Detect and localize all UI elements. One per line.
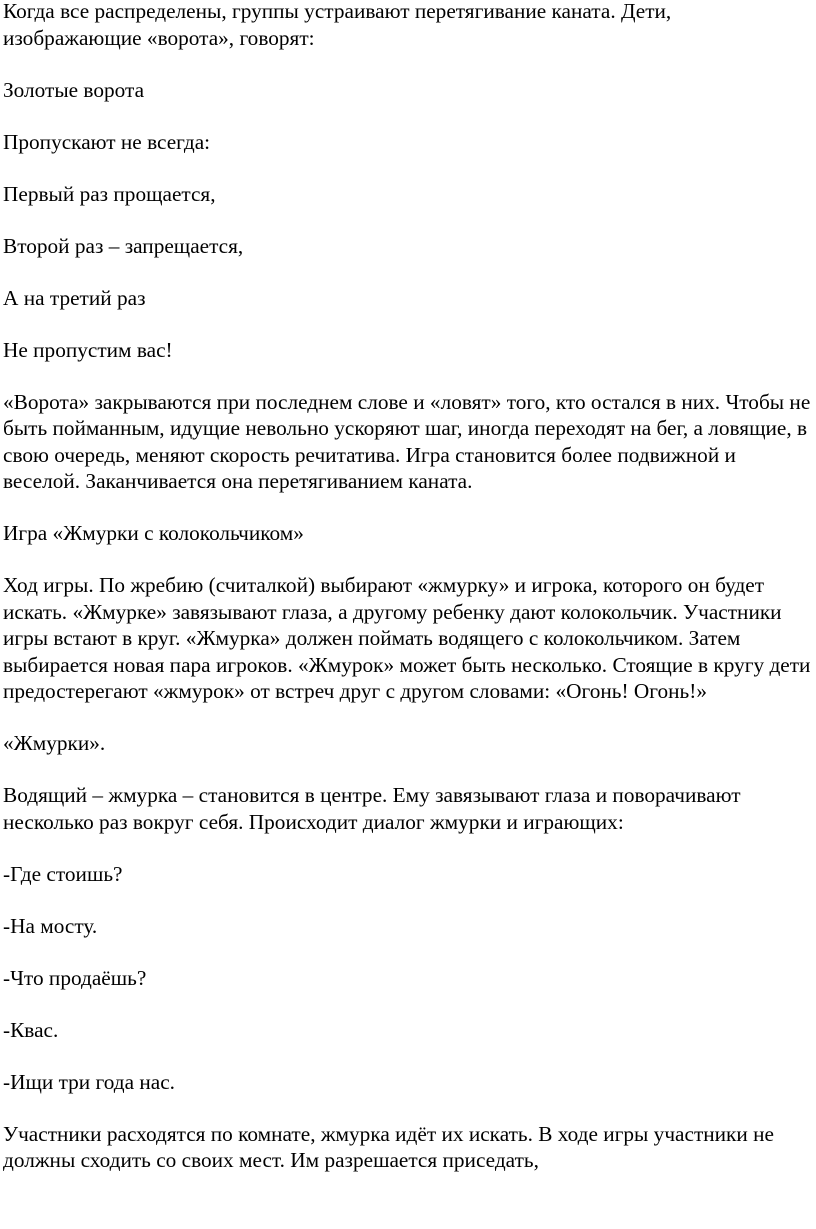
verse-line-4: Второй раз – запрещается, — [3, 233, 244, 258]
game-title-bell: Игра «Жмурки с колокольчиком» — [3, 521, 304, 545]
verse-line-6: Не пропустим вас! — [3, 337, 173, 362]
verse-line-2: Пропускают не всегда: — [3, 129, 211, 154]
dialog-line-3: -Что продаёшь? — [3, 965, 147, 990]
paragraph-intro: Когда все распределены, группы устраивают перетягивание каната. Дети, изображающие «ворота», говорят: — [3, 0, 672, 50]
verse-line-1: Золотые ворота — [3, 77, 145, 102]
verse-line-3: Первый раз прощается, — [3, 181, 216, 206]
dialog-line-1: -Где стоишь? — [3, 861, 123, 886]
game-title-zhmurki: «Жмурки». — [3, 731, 106, 755]
paragraph-bell-rules: Ход игры. По жребию (считалкой) выбирают «жмурку» и игрока, которого он будет искать. «Жмурке» завязывают глаза, а другому ребенку дают колокольчик. Участники игры встают в круг. «Жмурка» должен поймать водящего с колокольчиком. Затем выбирается новая пара игроков. «Жмурок» может быть несколько. Стоящие в кругу дети предостерегают «жмурок» от встреч друг с другом словами: «Огонь! Огонь!» — [3, 573, 811, 703]
verse-line-5: А на третий раз — [3, 285, 146, 310]
paragraph-gates-rules: «Ворота» закрываются при последнем слове и «ловят» того, кто остался в них. Чтобы не быть пойманным, идущие невольно ускоряют шаг, иногда переходят на бег, а ловящие, в свою очередь, меняют скорость речитатива. Игра становится более подвижной и веселой. Заканчивается она перетягиванием каната. — [3, 389, 811, 493]
paragraph-zhmurki-intro: Водящий – жмурка – становится в центре. Ему завязывают глаза и поворачивают несколько раз вокруг себя. Происходит диалог жмурки и играющих: — [3, 783, 741, 834]
paragraph-zhmurki-rules: Участники расходятся по комнате, жмурка идёт их искать. В ходе игры участники не должны сходить со своих мест. Им разрешается приседать, — [3, 1121, 774, 1172]
dialog-line-5: -Ищи три года нас. — [3, 1069, 176, 1094]
dialog-line-2: -На мосту. — [3, 913, 98, 938]
dialog-line-4: -Квас. — [3, 1017, 59, 1042]
